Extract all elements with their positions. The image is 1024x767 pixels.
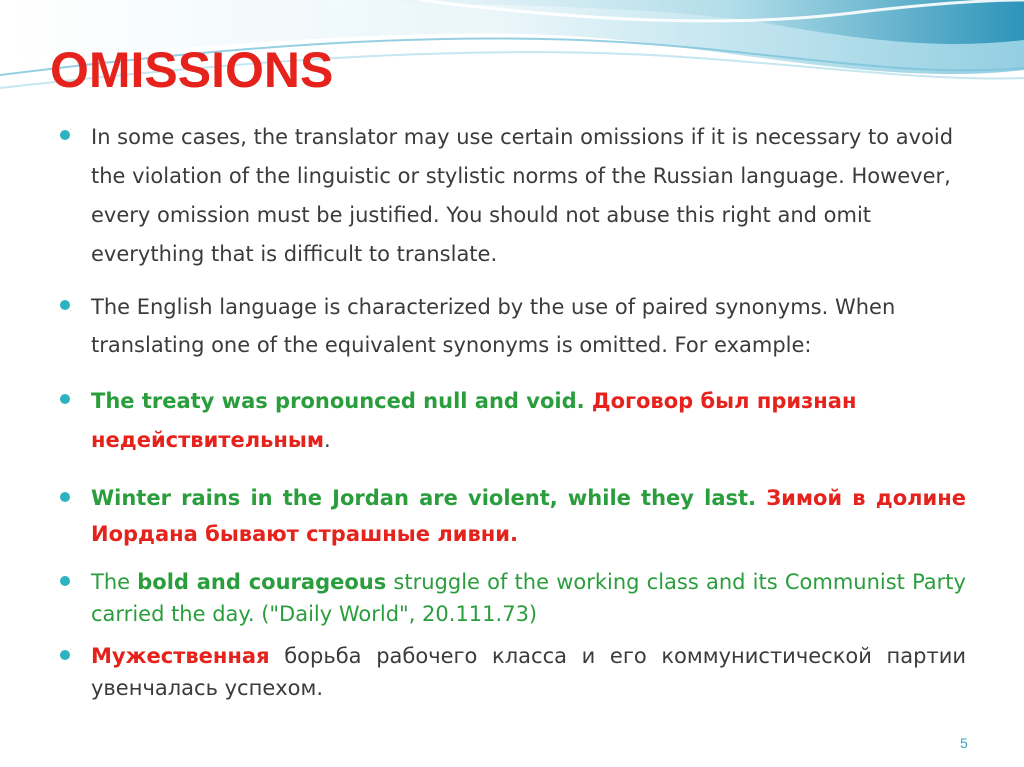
bullet-text: In some cases, the translator may use certain omissions if it is necessary to avoid the violation of the linguistic or stylistic norms of the Russian language. However, every omission must be justified. You should not abuse this right and omit everything that is difficult to translate. [91,125,954,266]
example-emphasis: bold and courageous [137,570,387,594]
bullet-dot-icon [60,394,70,404]
bullet-dot-icon [60,300,70,310]
example-pre: The [91,570,131,594]
example-english: Winter rains in the Jordan are violent, while they last. [91,486,757,510]
bullet-dot-icon [60,130,70,140]
bullet-dot-icon [60,650,70,660]
example-english: The treaty was pronounced null and void. [91,389,585,413]
bullet-item [56,288,966,364]
page-number: 5 [960,735,968,751]
slide-title: OMISSIONS [50,42,334,98]
bullet-item [56,480,966,552]
bullet-item [56,118,966,274]
bullet-dot-icon [60,576,70,586]
example-post: struggle of the working class and its Communist Party carried the day. ("Daily World", 20.111.73) [91,570,966,626]
bullet-item [56,640,966,704]
example-russian: Договор был признан недействительным [91,389,857,452]
example-end: . [324,428,331,452]
bullet-list [56,118,966,704]
bullet-text: The English language is characterized by the use of paired synonyms. When translating one of the equivalent synonyms is omitted. For example: [91,295,896,357]
example-post: борьба рабочего класса и его коммунистической партии увенчалась успехом. [91,644,966,700]
bullet-item [56,566,966,630]
example-russian: Зимой в долине Иордана бывают страшные ливни. [91,486,966,546]
example-emphasis: Мужественная [91,644,270,668]
bullet-item [56,382,966,460]
bullet-dot-icon [60,492,70,502]
